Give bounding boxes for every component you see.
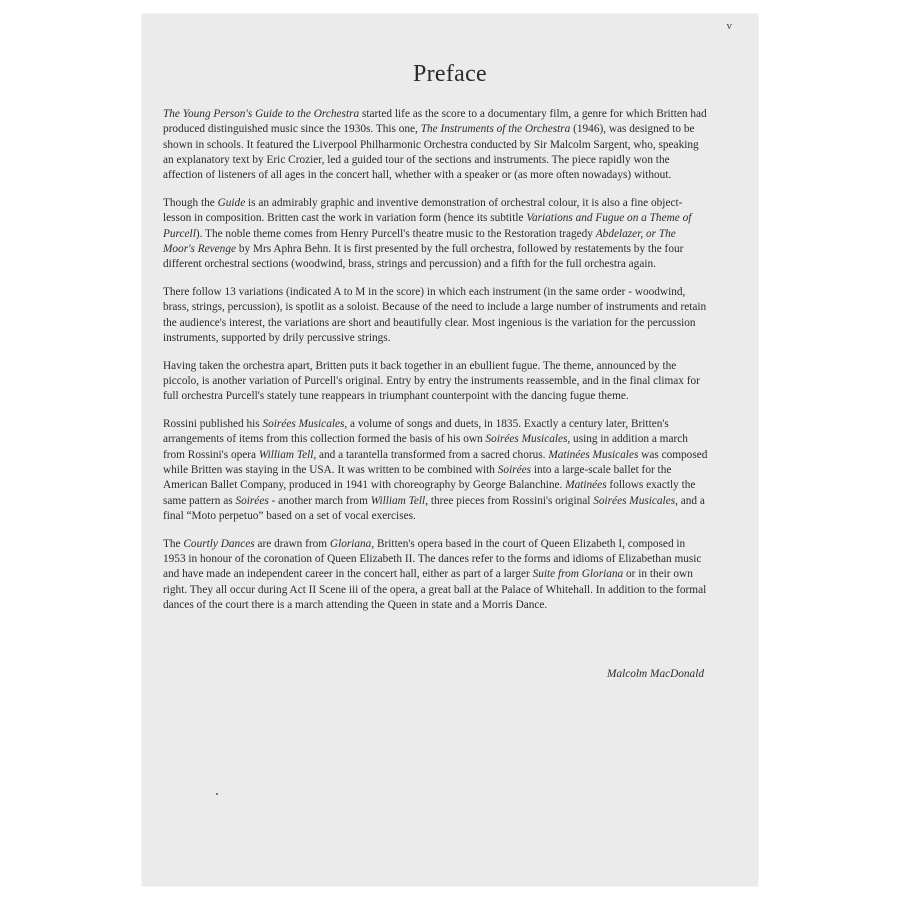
page-number: v [726, 20, 732, 32]
paragraph [163, 359, 708, 405]
italic-title-run: Suite from Gloriana [532, 568, 624, 581]
page-speck [216, 793, 218, 795]
paragraph [163, 196, 708, 272]
preface-body [163, 107, 708, 626]
paragraph [163, 537, 708, 613]
text-run: , three pieces from Rossini's original [425, 494, 594, 507]
italic-title-run: Variations and Fugue on a Theme of Purcell [163, 212, 692, 240]
text-run: Having taken the orchestra apart, Britten puts it back together in an ebullient fugue. The theme, announced by the piccolo, is another variation of Purcell's original. Entry by entry the instruments reassemble, and in the final climax for full orchestra Purcell's stately tune reappears in triumphant counterpoint with the dancing fugue theme. [163, 359, 700, 403]
italic-title-run: Gloriana [329, 537, 372, 550]
text-run: (1946), was designed to be shown in schools. It featured the Liverpool Philharmonic Orchestra conducted by Sir Malcolm Sargent, who, speaking an explanatory text by Eric Crozier, led a guided tour of the sections and instruments. The piece rapidly won the affection of listeners of all ages in the concert hall, whether with a speaker or (as more often nowadays) without. [163, 123, 699, 182]
text-run: There follow 13 variations (indicated A to M in the score) in which each instrument (in the same order - woodwind, brass, strings, percussion), is spotlit as a soloist. Because of the need to include a large number of instruments and retain the audience's interest, the variations are short and beautifully clear. Most ingenious is the variation for the percussion instruments, supported by drily percussive strings. [163, 285, 707, 344]
text-run: by Mrs Aphra Behn. It is first presented by the full orchestra, followed by restatements by the four different orchestral sections (woodwind, brass, strings and percussion) and a fifth for the full orchestra again. [163, 242, 684, 271]
text-run: Rossini published his [163, 418, 263, 431]
text-run: , using in addition a march from Rossini's opera [163, 433, 688, 461]
text-run: follows exactly the same pattern as [163, 479, 696, 507]
italic-title-run: The Young Person's Guide to the Orchestra [163, 108, 360, 120]
text-run: are drawn from [254, 537, 330, 550]
text-run: The [163, 537, 184, 550]
text-run: was composed while Britten was staying in the USA. It was written to be combined with [163, 448, 708, 476]
italic-title-run: Soirées [235, 494, 269, 507]
text-run: , and a tarantella transformed from a sacred chorus. [313, 448, 549, 461]
italic-title-run: Soirées Musicales [593, 494, 676, 507]
text-run: , and a final “Moto perpetuo” based on a set of vocal exercises. [163, 494, 705, 522]
paragraph [163, 107, 708, 183]
text-run: a volume of songs and duets, in 1835. Exactly a century later, Britten's arrangements of items from this collection formed the basis of his own [163, 418, 669, 446]
text-run: ). The noble theme comes from Henry Purcell's theatre music to the Restoration tragedy [195, 227, 596, 240]
italic-title-run: Soirées Musicales, [262, 418, 348, 431]
paragraph [163, 285, 708, 346]
author-signature: Malcolm MacDonald [607, 668, 704, 680]
paragraph [163, 417, 708, 524]
text-run: - another march from [268, 494, 371, 507]
text-run: started life as the score to a documentary film, a genre for which Britten had produced distinguished music since the 1930s. This one, [163, 108, 707, 136]
italic-title-run: The Instruments of the Orchestra [420, 123, 571, 136]
italic-title-run: Soirées Musicales [485, 433, 568, 446]
text-run: , Britten's opera based in the court of Queen Elizabeth I, composed in 1953 in honour of the coronation of Queen Elizabeth II. The dances refer to the forms and idioms of Elizabethan music and have made an independent career in the concert hall, either as part of a larger [163, 537, 702, 581]
italic-title-run: Abdelazer, or The Moor's Revenge [163, 227, 676, 255]
italic-title-run: Courtly Dances [183, 537, 255, 550]
page-title: Preface [412, 61, 488, 87]
italic-title-run: Guide [217, 196, 246, 209]
text-run: is an admirably graphic and inventive demonstration of orchestral colour, it is also a fine object-lesson in composition. Britten cast the work in variation form (hence its subtitle [163, 196, 683, 225]
text-run: Though the [163, 196, 218, 209]
italic-title-run: William Tell [370, 494, 426, 507]
text-run: or in their own right. They all occur during Act II Scene iii of the opera, a great ball at the Palace of Whitehall. In addition to the formal dances of the court there is a march attending the Queen in state and a Morris Dance. [163, 568, 707, 611]
italic-title-run: Matinées Musicales [548, 448, 639, 461]
document-page [142, 14, 758, 886]
text-run: into a large-scale ballet for the American Ballet Company, produced in 1941 with choreography by George Balanchine. [163, 463, 672, 492]
italic-title-run: Matinées [565, 479, 607, 492]
italic-title-run: Soirées [497, 463, 532, 476]
italic-title-run: William Tell [258, 448, 314, 461]
